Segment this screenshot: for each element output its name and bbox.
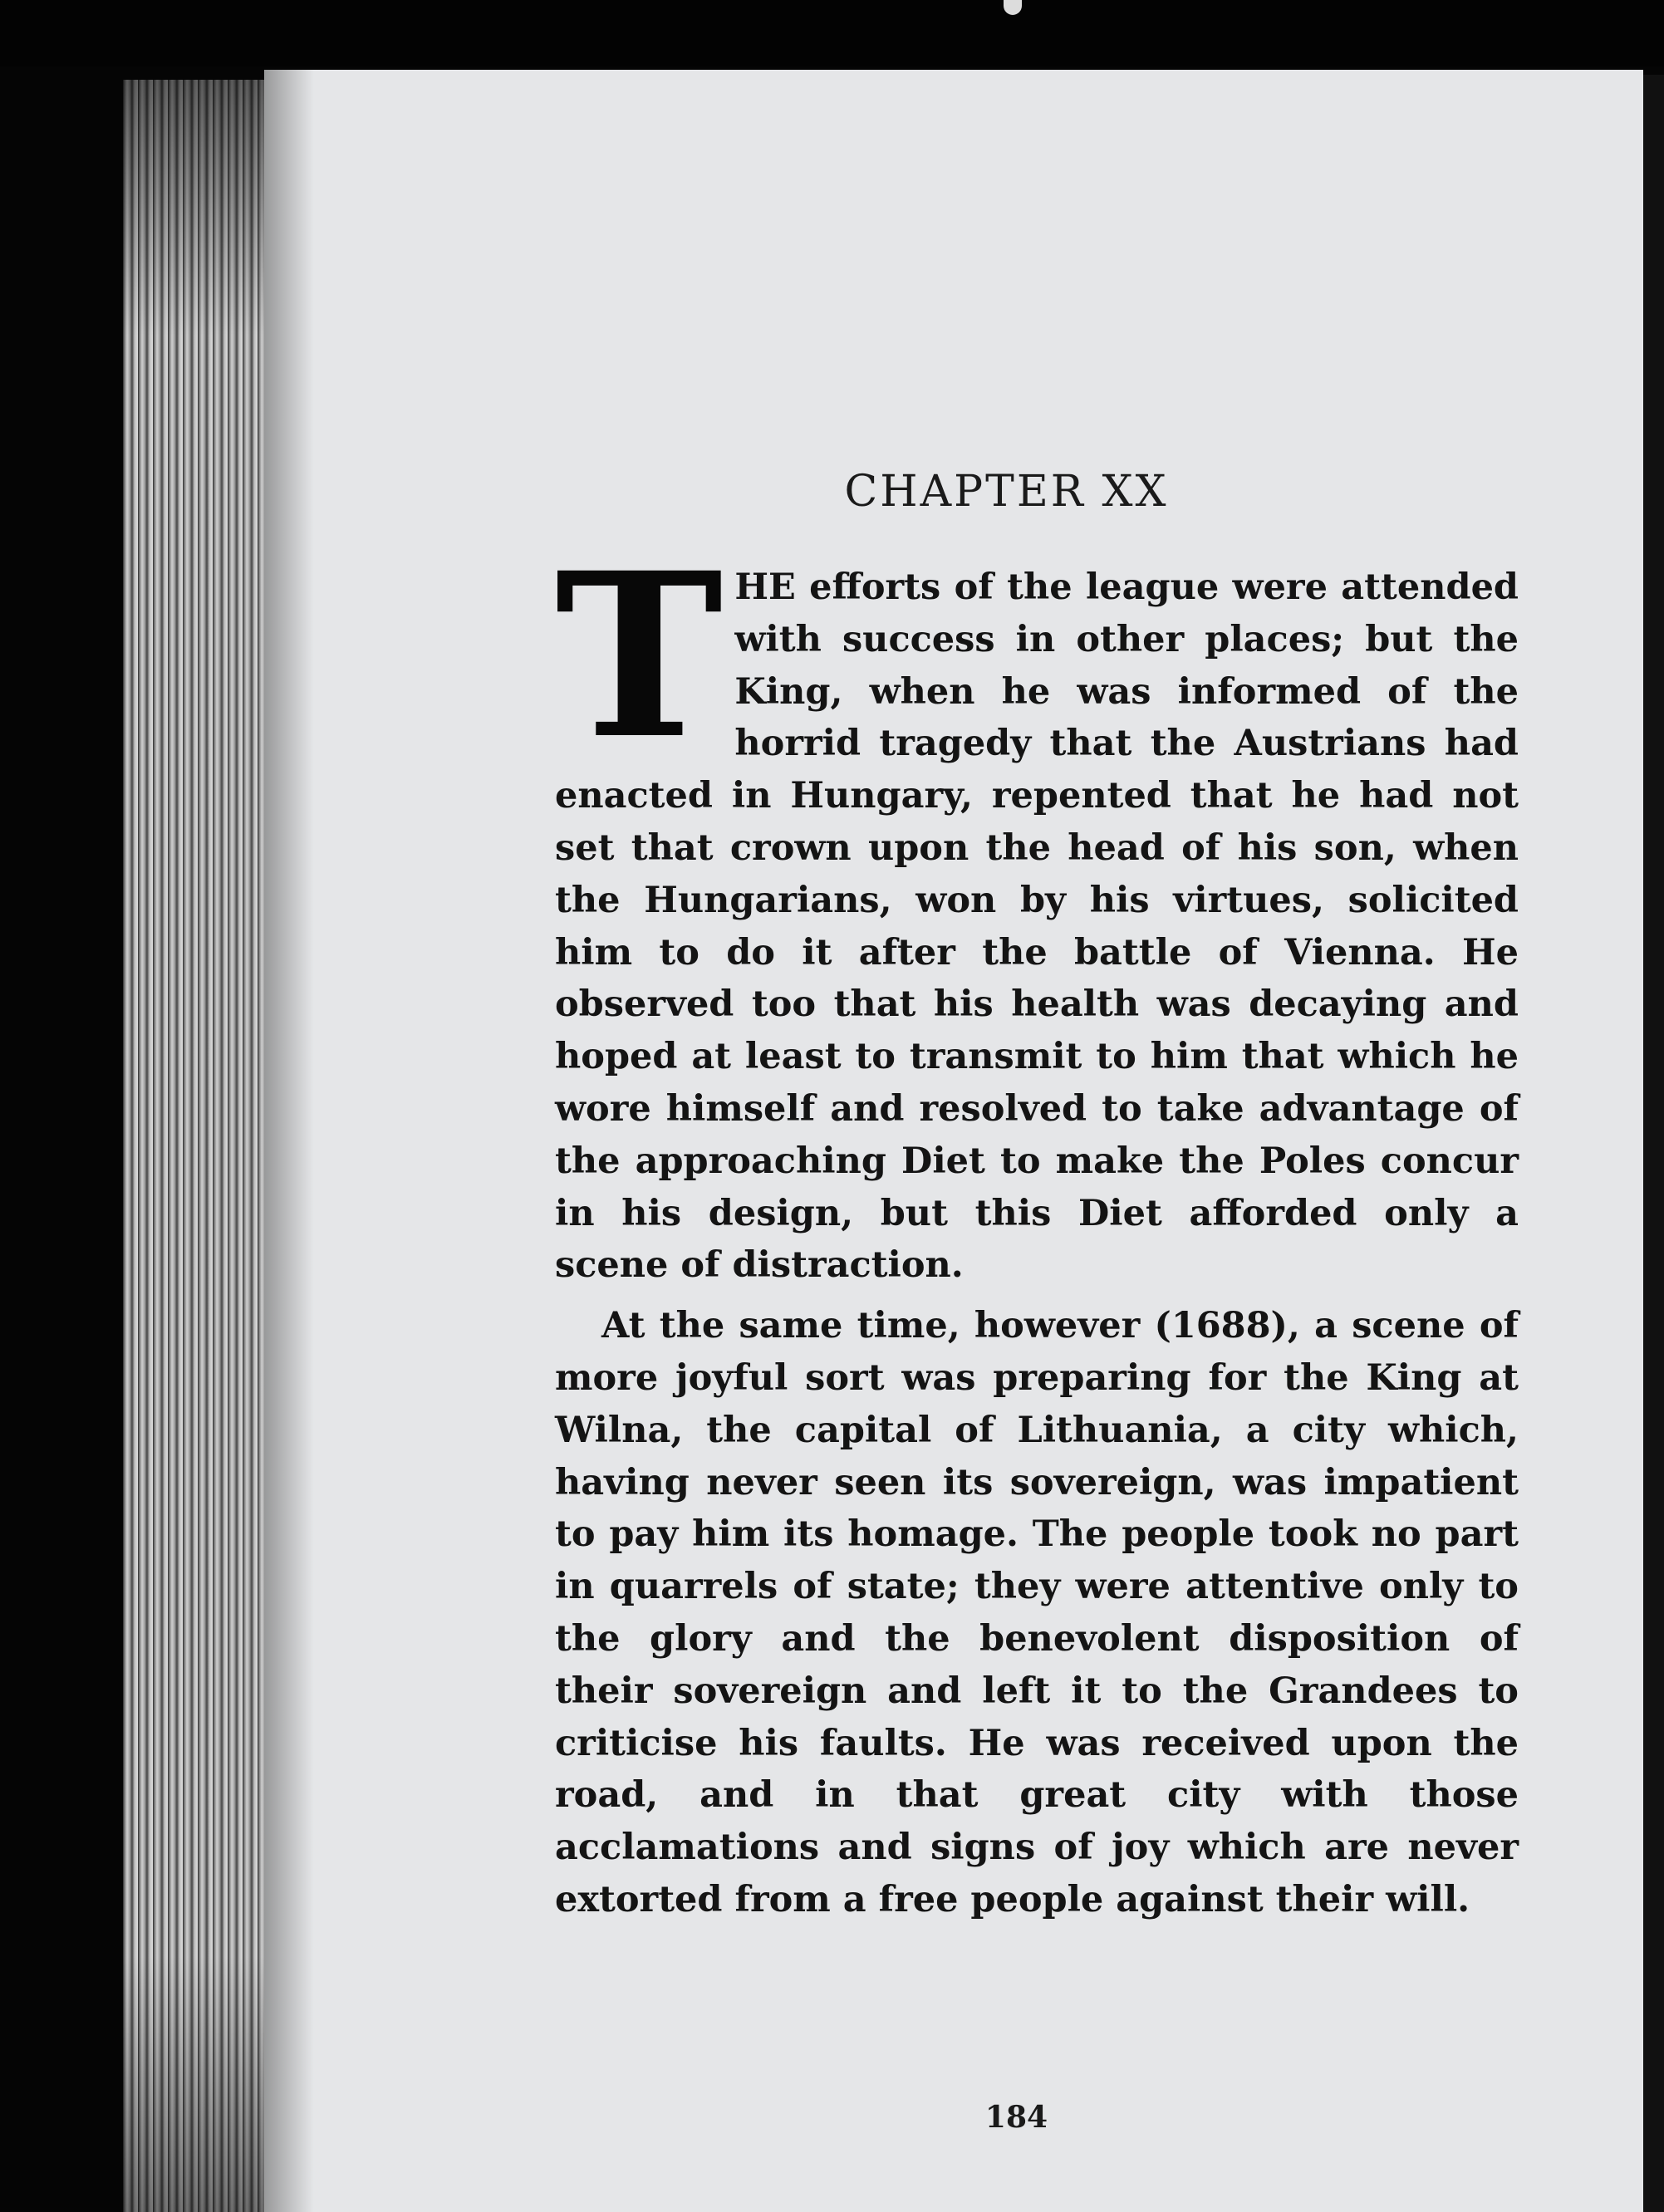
scan-border-top bbox=[0, 0, 1664, 66]
page-number: 184 bbox=[984, 2100, 1048, 2135]
scan-border-right bbox=[1643, 75, 1664, 2212]
drop-cap-letter: T bbox=[555, 524, 724, 789]
paragraph-1-text: HE efforts of the league were attended with success in other places; but the King, when he was informed of the horrid tragedy that the Austrians had enacted in Hungary, repented that he had not set that crown upon the head of his son, when the Hungarians, won by his virtues, solicited him to do it after the battle of Vienna. He observed too that his health was decaying and hoped at least to transmit to him that which he wore himself and resolved to take advantage of the approaching Diet to make the Poles concur in his design, but this Diet afforded only a scene of distraction. bbox=[555, 566, 1519, 1287]
paragraph-2: At the same time, however (1688), a scene of more joyful sort was preparing for the King at Wilna, the capital of Lithuania, a city which, having never seen its sovereign, was impatient to pay him its homage. The people took no part in quarrels of state; they were attentive only to the glory and the benevolent disposition of their sovereign and left it to the Grandees to criticise his faults. He was received upon the road, and in that great city with those acclamations and signs of joy which are never extorted from a free people against their will. bbox=[555, 1305, 1519, 1920]
body-text bbox=[555, 524, 1519, 1926]
chapter-title: CHAPTER XX bbox=[844, 467, 1169, 517]
gutter-shadow bbox=[264, 70, 314, 2212]
paragraph-1 bbox=[555, 524, 1519, 1292]
page-edge-shadow bbox=[123, 80, 272, 2212]
